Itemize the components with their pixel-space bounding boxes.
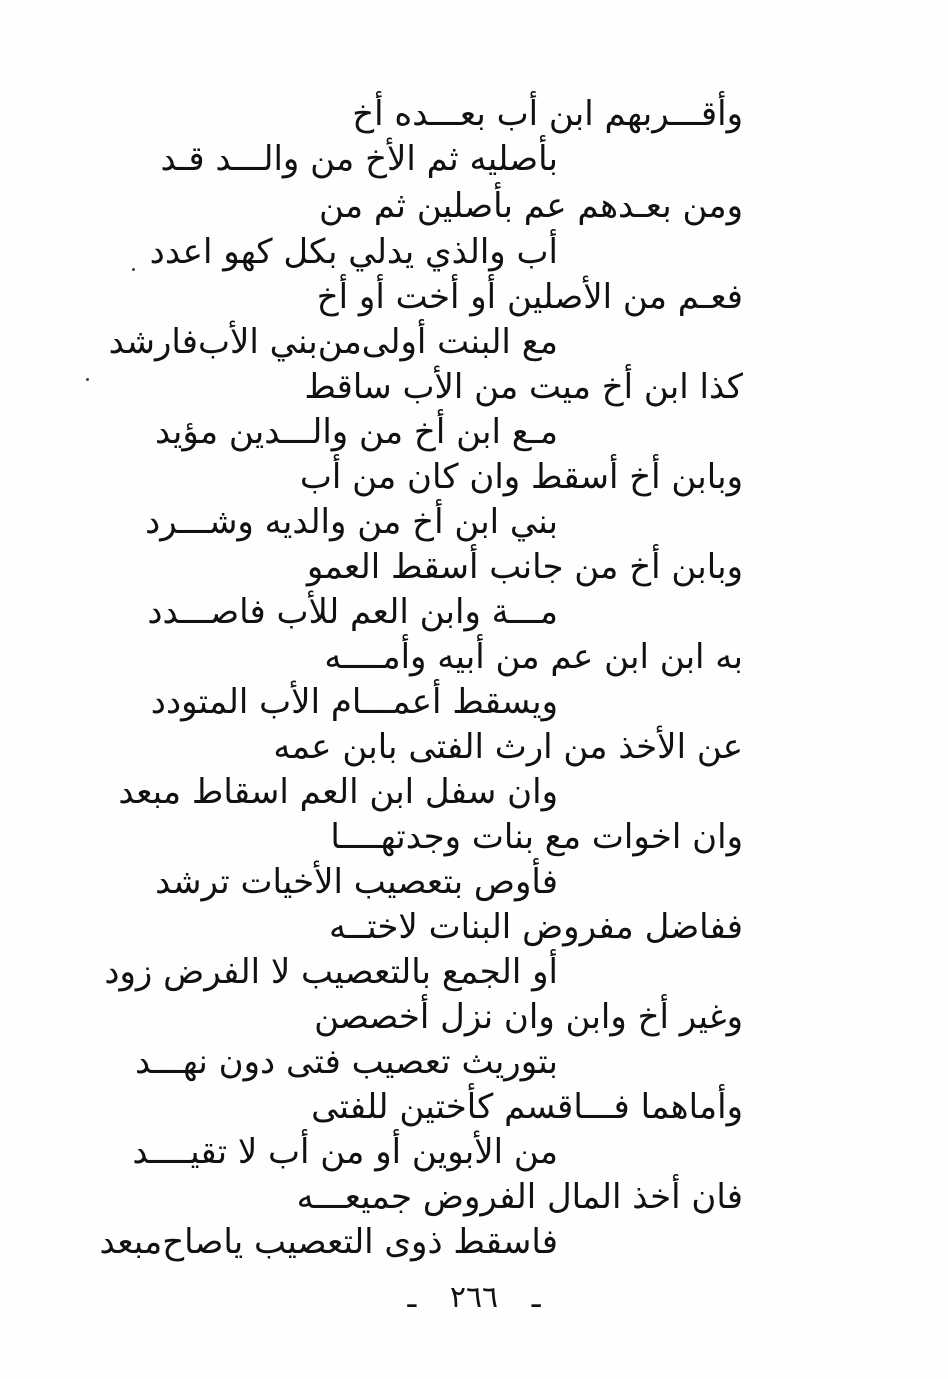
- page-number-value: ٢٦٦: [449, 1280, 499, 1315]
- verse-line: ففاضل مفروض البنات لاختــه: [328, 907, 743, 947]
- verse-line: أو الجمع بالتعصيب لا الفرض زود: [104, 952, 558, 992]
- verse-line: وان سفل ابن العم اسقاط مبعد: [118, 772, 558, 812]
- verse-line: بني ابن أخ من والديه وشـــرد: [145, 502, 558, 542]
- page-number: [0, 1278, 948, 1318]
- verse-line: أب والذي يدلي بكل كهو اعدد: [149, 232, 558, 272]
- verse-line: بأصليه ثم الأخ من والـــد قـد: [160, 139, 558, 179]
- verse-line: بتوريث تعصيب فتى دون نهـــد: [134, 1042, 558, 1082]
- verse-line: به ابن ابن عم من أبيه وأمــــه: [324, 637, 743, 677]
- verse-line: مع البنت أولى‌من‌بني الأب‌فارشد: [108, 322, 558, 362]
- page-number-dash: ـ: [531, 1280, 541, 1315]
- verse-line: فاسقط ذوى التعصيب ياصاح‌مبعد: [99, 1222, 558, 1262]
- verse-line: وان اخوات مع بنات وجدتهــــا: [330, 817, 743, 857]
- verse-line: ومن بعـدهم عم بأصلين ثم من: [319, 186, 743, 226]
- verse-line: فعـم من الأصلين أو أخت أو أخ: [316, 277, 743, 317]
- verse-line: ويسقط أعمـــام الأب المتودد: [150, 682, 558, 722]
- verse-line: مـــة وابن العم للأب فاصـــدد: [147, 592, 558, 632]
- verse-line: فان أخذ المال الفروض جميعـــه: [296, 1177, 743, 1217]
- verse-line: وبابن أخ أسقط وان كان من أب: [299, 457, 743, 497]
- verse-line: وأقـــربهم ابن أب بعـــده أخ: [352, 94, 743, 134]
- verse-line: وأماهما فـــاقسم كأختين للفتى: [311, 1087, 743, 1127]
- ink-speck: [132, 268, 135, 271]
- verse-line: مـع ابن أخ من والـــدين مؤيد: [155, 412, 558, 452]
- ink-speck: [86, 378, 89, 381]
- verse-line: وبابن أخ من جانب أسقط العمو: [306, 547, 743, 587]
- verse-line: عن الأخذ من ارث الفتى بابن عمه: [273, 727, 743, 767]
- page-number-dash: ـ: [407, 1280, 417, 1315]
- verse-line: من الأبوين أو من أب لا تقيــــد: [132, 1132, 558, 1172]
- verse-line: فأوص بتعصيب الأخيات ترشد: [155, 862, 558, 902]
- verse-line: وغير أخ وابن وان نزل أخصصن: [314, 997, 743, 1037]
- verse-line: كذا ابن أخ ميت من الأب ساقط: [304, 367, 743, 407]
